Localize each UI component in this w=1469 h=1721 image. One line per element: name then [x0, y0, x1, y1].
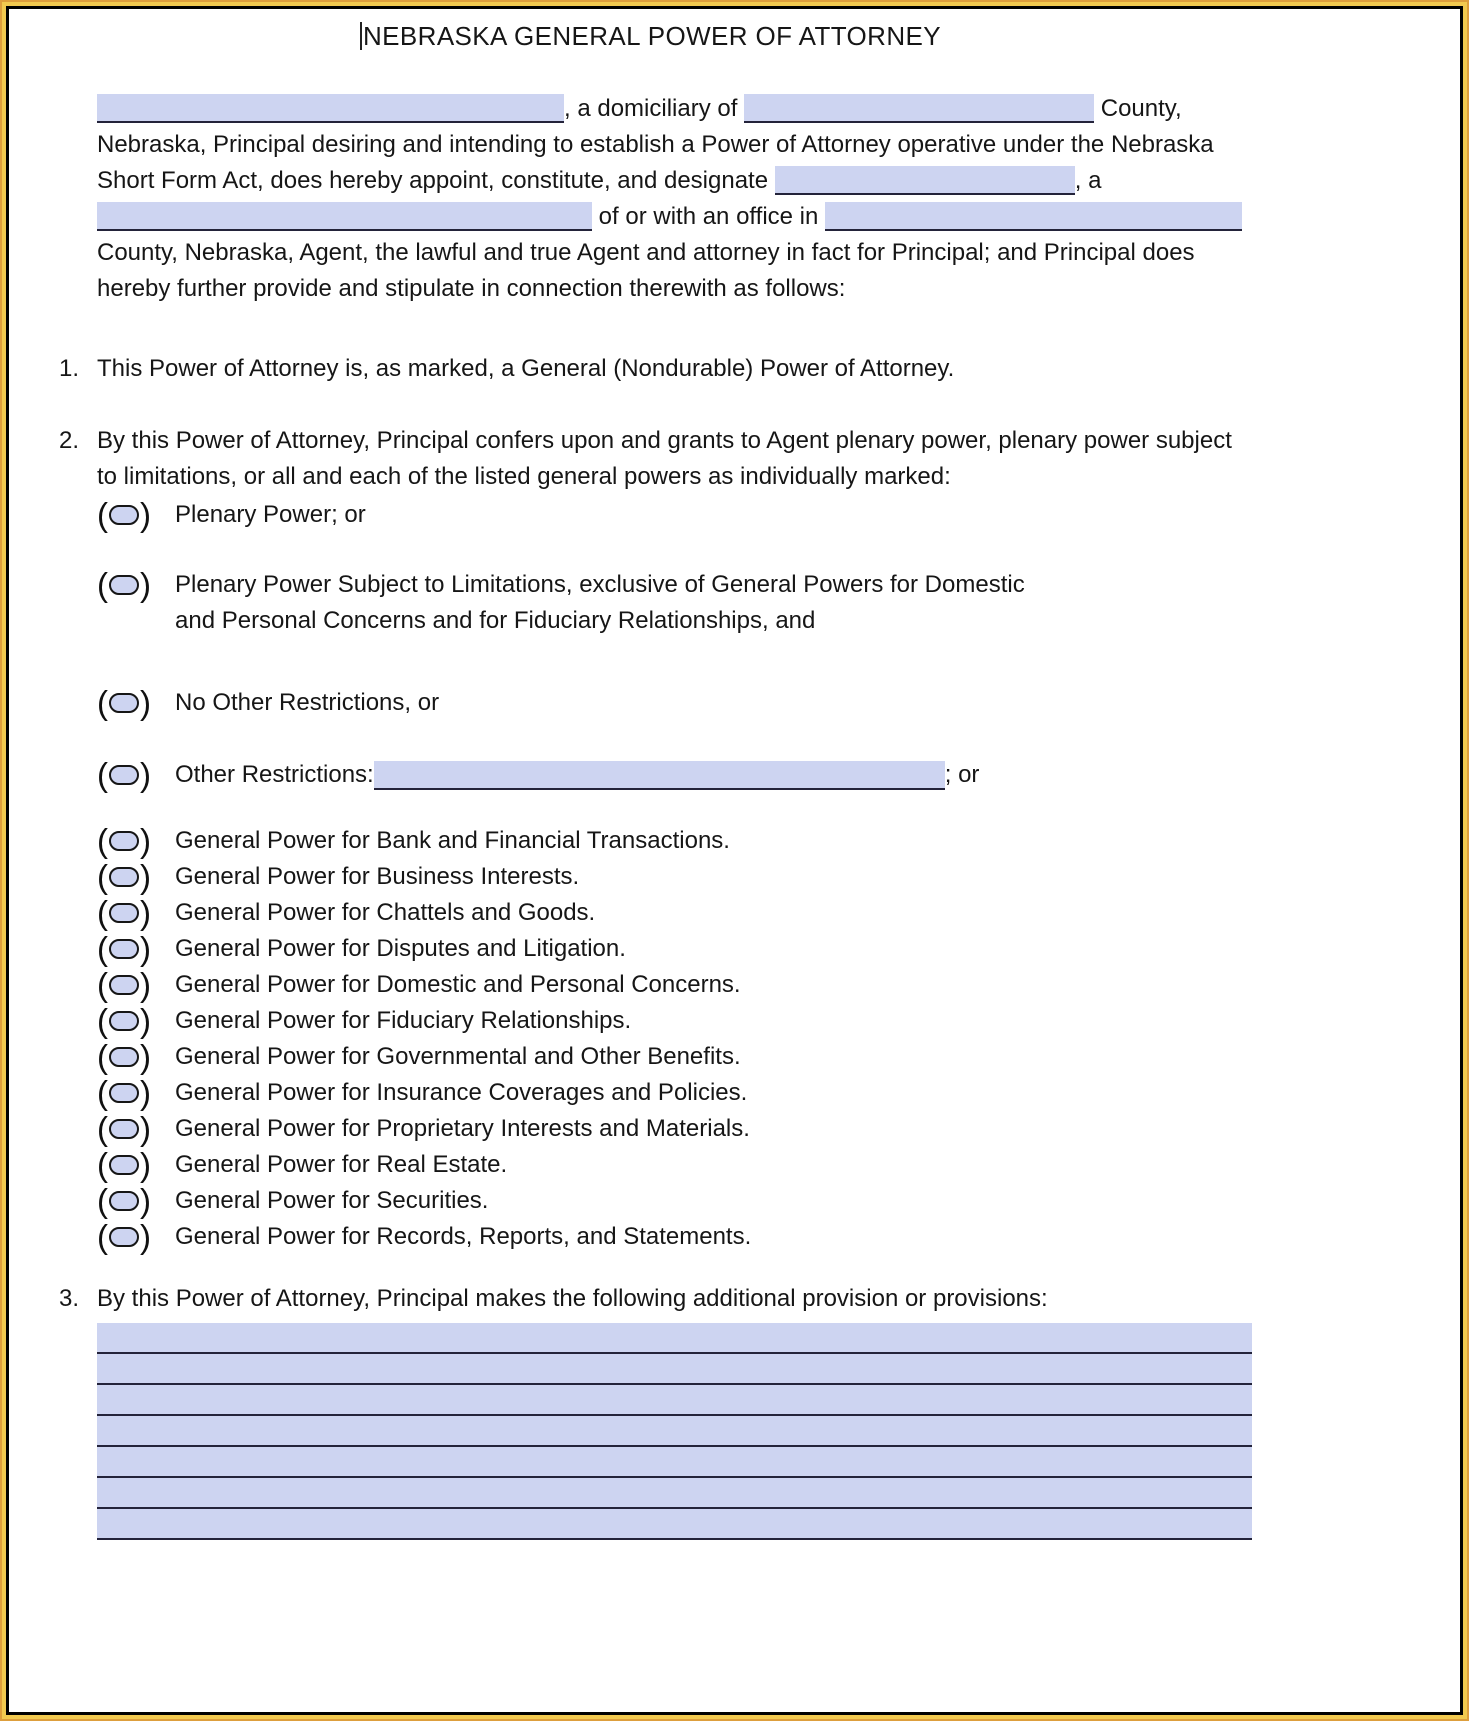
general-power-row — [97, 823, 1460, 859]
general-power-checkbox[interactable] — [97, 859, 151, 895]
provision-line-field[interactable] — [97, 1478, 1252, 1509]
provision-line-field[interactable] — [97, 1323, 1252, 1354]
general-power-label: General Power for Bank and Financial Transactions. — [175, 827, 730, 854]
checkbox-paren-icon: ) — [140, 1110, 151, 1147]
checkbox-paren-icon: ( — [97, 756, 108, 793]
general-power-label: General Power for Domestic and Personal Concerns. — [175, 971, 741, 998]
checkbox-paren-icon: ( — [97, 1146, 108, 1183]
checkbox-paren-icon: ( — [97, 858, 108, 895]
general-power-row — [97, 1039, 1460, 1075]
other-restrictions-field[interactable] — [374, 761, 945, 790]
checkbox-paren-icon: ) — [140, 822, 151, 859]
other-restrictions-suffix: ; or — [944, 761, 980, 788]
plenary-power-limited-checkbox[interactable] — [97, 567, 151, 603]
provision-line-field[interactable] — [97, 1385, 1252, 1416]
checkbox-box-icon — [109, 1047, 139, 1067]
intro-text-segment: of or with an office in — [592, 203, 826, 230]
general-power-checkbox[interactable] — [97, 1183, 151, 1219]
item-text: By this Power of Attorney, Principal makes the following additional provision or provisions: — [97, 1285, 1048, 1312]
item-number: 2. — [59, 427, 80, 454]
general-power-label: General Power for Records, Reports, and Statements. — [175, 1223, 752, 1250]
numbered-item-1 — [59, 351, 1242, 387]
checkbox-box-icon — [109, 1011, 139, 1031]
checkbox-paren-icon: ( — [97, 496, 108, 533]
page-title: NEBRASKA GENERAL POWER OF ATTORNEY — [362, 21, 942, 51]
item-text: This Power of Attorney is, as marked, a General (Nondurable) Power of Attorney. — [97, 355, 955, 382]
general-power-checkbox[interactable] — [97, 1111, 151, 1147]
numbered-item-3 — [59, 1281, 1242, 1317]
general-power-label: General Power for Disputes and Litigation. — [175, 935, 626, 962]
checkbox-box-icon — [109, 831, 139, 851]
general-power-label: General Power for Securities. — [175, 1187, 489, 1214]
general-power-checkbox[interactable] — [97, 967, 151, 1003]
provision-line-field[interactable] — [97, 1416, 1252, 1447]
no-other-restrictions-checkbox[interactable] — [97, 685, 151, 721]
checkbox-box-icon — [109, 1119, 139, 1139]
option-label — [175, 757, 979, 793]
checkbox-paren-icon: ) — [140, 496, 151, 533]
general-power-label: General Power for Fiduciary Relationships. — [175, 1007, 632, 1034]
intro-text-segment: , a — [1074, 167, 1102, 194]
intro-text-segment: , a domiciliary of — [564, 95, 745, 122]
checkbox-paren-icon: ) — [140, 566, 151, 603]
checkbox-paren-icon: ( — [97, 1110, 108, 1147]
option-other-restrictions — [97, 757, 1460, 793]
option-no-other-restrictions — [97, 685, 1460, 721]
general-power-row — [97, 931, 1460, 967]
item-number: 3. — [59, 1285, 80, 1312]
other-restrictions-checkbox[interactable] — [97, 757, 151, 793]
general-power-checkbox[interactable] — [97, 1039, 151, 1075]
provision-line-field[interactable] — [97, 1509, 1252, 1540]
general-power-label: General Power for Insurance Coverages and Policies. — [175, 1079, 748, 1106]
option-label: Plenary Power Subject to Limitations, exclusive of General Powers for Domestic and Personal Concerns and for Fiduciary Relationships, and — [175, 571, 1025, 634]
checkbox-paren-icon: ( — [97, 684, 108, 721]
principal-county-field[interactable] — [744, 94, 1094, 123]
checkbox-paren-icon: ) — [140, 1146, 151, 1183]
general-power-checkbox[interactable] — [97, 823, 151, 859]
option-plenary-power-limited — [97, 567, 1460, 639]
agent-name-field[interactable] — [775, 166, 1075, 195]
general-power-checkbox[interactable] — [97, 1075, 151, 1111]
option-plenary-power — [97, 497, 1460, 533]
general-power-label: General Power for Proprietary Interests and Materials. — [175, 1115, 750, 1142]
checkbox-paren-icon: ( — [97, 894, 108, 931]
general-power-checkbox[interactable] — [97, 931, 151, 967]
option-label: Plenary Power; or — [175, 501, 366, 528]
principal-name-field[interactable] — [97, 94, 564, 123]
checkbox-box-icon — [109, 903, 139, 923]
checkbox-box-icon — [109, 765, 139, 785]
general-power-row — [97, 1219, 1460, 1255]
general-power-label: General Power for Real Estate. — [175, 1151, 508, 1178]
checkbox-box-icon — [109, 575, 139, 595]
numbered-item-2 — [59, 423, 1242, 495]
intro-text-segment: County, Nebraska, Agent, the lawful and true Agent and attorney in fact for Principal; and Principal does hereby further provide and stipulate in connection therewith as follows: — [97, 239, 1195, 302]
checkbox-box-icon — [109, 505, 139, 525]
checkbox-paren-icon: ) — [140, 1002, 151, 1039]
checkbox-box-icon — [109, 1155, 139, 1175]
intro-paragraph — [97, 91, 1242, 307]
other-restrictions-label: Other Restrictions: — [175, 761, 374, 788]
item-number: 1. — [59, 355, 80, 382]
checkbox-paren-icon: ) — [140, 966, 151, 1003]
agent-description-field[interactable] — [97, 202, 592, 231]
checkbox-paren-icon: ( — [97, 822, 108, 859]
checkbox-paren-icon: ( — [97, 1002, 108, 1039]
general-power-row — [97, 1003, 1460, 1039]
additional-provisions-field[interactable] — [97, 1323, 1252, 1540]
checkbox-paren-icon: ) — [140, 684, 151, 721]
item-text: By this Power of Attorney, Principal confers upon and grants to Agent plenary power, plenary power subject to limitations, or all and each of the listed general powers as individually marked: — [97, 427, 1232, 490]
checkbox-box-icon — [109, 1083, 139, 1103]
general-power-label: General Power for Chattels and Goods. — [175, 899, 596, 926]
checkbox-paren-icon: ) — [140, 1074, 151, 1111]
checkbox-box-icon — [109, 1227, 139, 1247]
intro-text-segment: County, Nebraska, Principal desiring and intending to establish a Power of Attorney operative under the Nebraska Short Form Act, does hereby appoint, constitute, and designate — [97, 95, 1214, 194]
document-page — [6, 6, 1463, 1715]
checkbox-paren-icon: ( — [97, 1038, 108, 1075]
checkbox-box-icon — [109, 693, 139, 713]
option-label: No Other Restrictions, or — [175, 689, 440, 716]
checkbox-paren-icon: ) — [140, 1182, 151, 1219]
general-power-checkbox[interactable] — [97, 1147, 151, 1183]
provision-line-field[interactable] — [97, 1354, 1252, 1385]
checkbox-paren-icon: ) — [140, 1038, 151, 1075]
text-cursor-caret — [360, 22, 362, 50]
general-power-checkbox[interactable] — [97, 895, 151, 931]
agent-county-field[interactable] — [825, 202, 1242, 231]
general-power-label: General Power for Business Interests. — [175, 863, 580, 890]
general-power-row — [97, 967, 1460, 1003]
checkbox-box-icon — [109, 975, 139, 995]
checkbox-paren-icon: ( — [97, 1074, 108, 1111]
provision-line-field[interactable] — [97, 1447, 1252, 1478]
checkbox-box-icon — [109, 939, 139, 959]
general-power-row — [97, 895, 1460, 931]
general-power-row — [97, 1075, 1460, 1111]
checkbox-paren-icon: ) — [140, 858, 151, 895]
document-title-row — [59, 19, 1242, 53]
general-power-row — [97, 859, 1460, 895]
plenary-power-checkbox[interactable] — [97, 497, 151, 533]
general-power-row — [97, 1147, 1460, 1183]
general-powers-list — [59, 823, 1460, 1255]
checkbox-box-icon — [109, 867, 139, 887]
checkbox-paren-icon: ( — [97, 1182, 108, 1219]
general-power-checkbox[interactable] — [97, 1219, 151, 1255]
checkbox-paren-icon: ( — [97, 966, 108, 1003]
checkbox-paren-icon: ) — [140, 756, 151, 793]
checkbox-paren-icon: ( — [97, 930, 108, 967]
checkbox-paren-icon: ) — [140, 1218, 151, 1255]
checkbox-paren-icon: ( — [97, 566, 108, 603]
general-power-label: General Power for Governmental and Other Benefits. — [175, 1043, 741, 1070]
checkbox-paren-icon: ) — [140, 894, 151, 931]
general-power-row — [97, 1183, 1460, 1219]
general-power-checkbox[interactable] — [97, 1003, 151, 1039]
checkbox-paren-icon: ( — [97, 1218, 108, 1255]
general-power-row — [97, 1111, 1460, 1147]
checkbox-paren-icon: ) — [140, 930, 151, 967]
checkbox-box-icon — [109, 1191, 139, 1211]
